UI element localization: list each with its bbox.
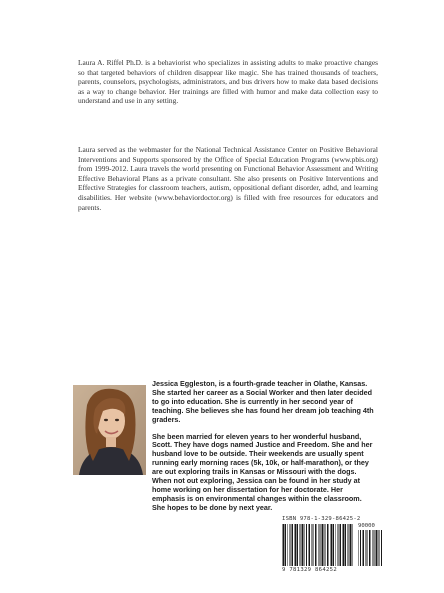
coauthor-bio bbox=[152, 380, 376, 513]
barcode-addon-bars-icon bbox=[358, 530, 382, 566]
coauthor-portrait-image bbox=[73, 385, 146, 475]
coauthor-photo bbox=[73, 385, 146, 475]
coauthor-bio-paragraph-2: She been married for eleven years to her wonderful husband, Scott. They have dogs named Justice and Freedom. She and her husband love to be outside. Their weekends are usually spent running early morning races (5k, 10k, or half-marathon), or they are out exploring trails in Kansas or Missouri with the dogs. When not out exploring, Jessica can be found in her study at home working on her dissertation for her doctorate. Her emphasis is on environmental changes within the classroom. She hopes to be done by next year. bbox=[152, 431, 373, 512]
author-bio-paragraph-2: Laura served as the webmaster for the National Technical Assistance Center on Positive Behavioral Interventions and Supports sponsored by the Office of Special Education Programs (www.pbis.org) from 1999-2012. Laura travels the world presenting on Functional Behavior Assessment and Writing Effective Behavioral Plans as a private consultant. She also presents on Positive Interventions and Effective Strategies for classroom teachers, autism, oppositional defiant disorder, adhd, and learning disabilities. Her website (www.behaviordoctor.org) is filled with free resources for educators and parents. bbox=[78, 145, 378, 212]
author-bio-paragraph-1: Laura A. Riffel Ph.D. is a behaviorist who specializes in assisting adults to make proactive changes so that targeted behaviors of children disappear like magic. She has trained thousands of teachers, parents, counselors, psychologists, administrators, and bus drivers how to make data based decisions as a way to change behavior. Her trainings are filled with humor and make data collection easy to understand and use in any setting. bbox=[78, 58, 378, 106]
barcode-digits: 9 781329 864252 bbox=[282, 567, 338, 573]
barcode-bars-icon bbox=[282, 524, 354, 566]
isbn-barcode bbox=[282, 516, 382, 580]
coauthor-bio-paragraph-1: Jessica Eggleston, is a fourth-grade teacher in Olathe, Kansas. She started her career as a Social Worker and then later decided to go into education. She is currently in her second year of teaching. She believes she has found her dream job teaching 4th graders. bbox=[152, 379, 374, 424]
barcode-addon-label: 90000 bbox=[358, 523, 375, 529]
isbn-label: ISBN 978-1-329-86425-2 bbox=[282, 516, 361, 522]
